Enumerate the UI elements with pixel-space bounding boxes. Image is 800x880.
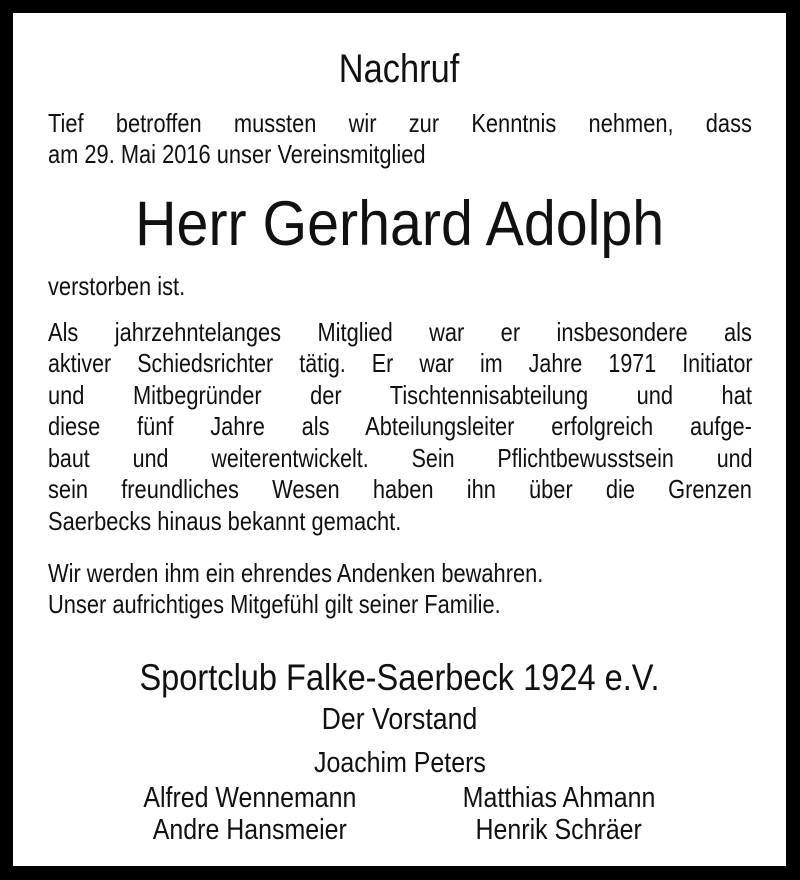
signatory: Matthias Ahmann	[462, 782, 656, 814]
closing-line-2: Unser aufrichtiges Mitgefühl gilt seiner Familie.	[48, 589, 501, 619]
signatory-chair: Joachim Peters	[313, 747, 486, 779]
club-name: Sportclub Falke-Saerbeck 1924 e.V.	[139, 657, 660, 698]
after-name-text: verstorben ist.	[48, 271, 186, 301]
closing-line-1: Wir werden ihm ein ehrendes Andenken bewahren.	[48, 558, 544, 588]
intro-line-1: Tief betroffen mussten wir zur Kenntnis nehmen, dass	[48, 108, 752, 138]
signatory: Alfred Wennemann	[143, 782, 357, 814]
biography-line: sein freundliches Wesen haben ihn über die Grenzen	[48, 474, 752, 504]
notice-heading-text: Nachruf	[339, 47, 460, 91]
biography-line: diese fünf Jahre als Abteilungsleiter erfolgreich aufge-	[48, 411, 752, 441]
intro-line-2: am 29. Mai 2016 unser Vereinsmitglied	[48, 139, 426, 169]
biography-line: Als jahrzehntelanges Mitglied war er insbesondere als	[48, 317, 752, 347]
biography-line: baut und weiterentwickelt. Sein Pflichtbewusstsein und	[48, 443, 753, 473]
biography-line: und Mitbegründer der Tischtennisabteilung und hat	[48, 380, 752, 410]
obituary-notice	[13, 13, 786, 866]
notice-heading	[13, 49, 786, 89]
biography-line: aktiver Schiedsrichter tätig. Er war im Jahre 1971 Initiator	[48, 348, 753, 378]
deceased-name: Herr Gerhard Adolph	[135, 189, 664, 259]
biography-line: Saerbecks hinaus bekannt gemacht.	[48, 506, 402, 536]
board-label: Der Vorstand	[321, 701, 478, 736]
signatory: Henrik Schräer	[475, 814, 643, 846]
signatory: Andre Hansmeier	[152, 814, 348, 846]
